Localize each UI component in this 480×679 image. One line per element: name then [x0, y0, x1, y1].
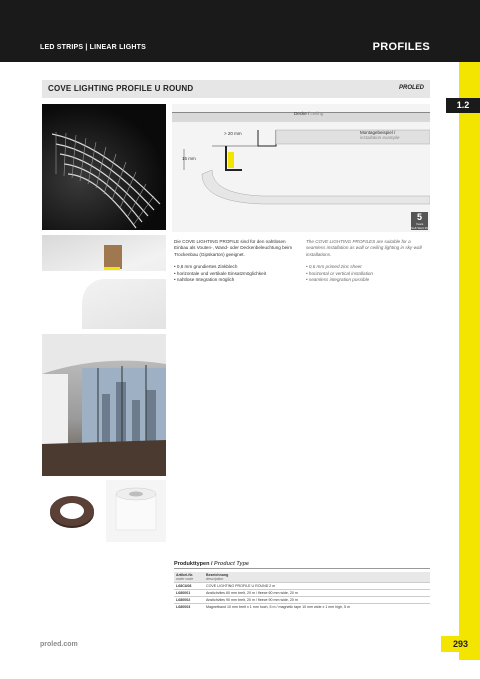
product-photo-fleece	[106, 480, 166, 542]
header-category: LED STRIPS | LINEAR LIGHTS	[40, 44, 146, 51]
order-code: L68CU08	[174, 583, 204, 590]
installation-example-label: Montagebeispiel / installation example	[360, 130, 400, 140]
order-code: L680001	[174, 590, 204, 597]
description-german	[174, 239, 298, 283]
table-row	[174, 603, 430, 609]
product-types-table	[174, 572, 430, 610]
brand-logo: PROLED	[398, 85, 424, 91]
column-header-description: Bezeichnung description	[204, 572, 430, 583]
feature-item: • nahtlose Integration möglich	[174, 277, 298, 283]
magnetic-tape-image	[42, 480, 102, 542]
dimension-height: 15 mm	[182, 156, 196, 161]
cross-section-drawing	[172, 104, 430, 232]
product-photo-magnetic-tape	[42, 480, 102, 542]
feature-item: • 0,6 mm primed zinc sheet	[306, 264, 430, 270]
interior-room-image	[42, 334, 166, 476]
order-code: L680002	[174, 597, 204, 604]
product-title-bar	[42, 80, 430, 98]
fleece-roll-image	[106, 480, 166, 542]
ceiling-label: Decke / ceiling	[294, 111, 324, 116]
order-code: L680003	[174, 603, 204, 609]
page-number: 293	[441, 636, 480, 652]
order-description: COVE LIGHTING PROFILE U ROUND 2 m	[204, 583, 430, 590]
warranty-label: Soft Start 15	[411, 226, 428, 230]
table-row	[174, 583, 430, 590]
feature-item: • horizontal or vertical installation	[306, 271, 430, 277]
description-english	[306, 239, 430, 283]
description-text-de: Die COVE LIGHTING PROFILE sind für den nahtlosen Einbau als Vouten-, Wand- oder Deckenbeleuchtung beim Trockenbau (Gipskarton) geeignet.	[174, 239, 293, 257]
description-text-en: The COVE LIGHTING PROFILES are suitable for a seamless installation as wall or ceiling lighting in sky-wall installations.	[306, 239, 422, 257]
features-list-de	[174, 264, 298, 283]
product-photo-curved-ceiling	[42, 104, 166, 230]
table-row	[174, 590, 430, 597]
warranty-unit: Years	[415, 222, 424, 226]
product-photo-interior	[42, 334, 166, 476]
order-description: Anstichvlies 90 mm breit, 20 m / fleece 90 mm wide, 20 m	[204, 597, 430, 604]
feature-item: • 0,6 mm grundiertes Zinkblech	[174, 264, 298, 270]
product-title: COVE LIGHTING PROFILE U ROUND	[48, 84, 194, 93]
order-description: Magnetband 10 mm breit x 1 mm hoch, 5 m / magnetic tape 10 mm wide x 1 mm high, 5 m	[204, 603, 430, 609]
dimension-width: > 20 mm	[224, 131, 242, 136]
order-description: Anstichvlies 60 mm breit, 20 m / fleece 60 mm wide, 20 m	[204, 590, 430, 597]
divider	[174, 568, 430, 569]
header-section: PROFILES	[372, 41, 430, 53]
product-photo-cove-section	[42, 235, 166, 329]
warranty-years: 5	[416, 212, 422, 222]
feature-item: • seamless integration possible	[306, 277, 430, 283]
table-header-row	[174, 572, 430, 583]
cove-section-image	[42, 235, 166, 329]
page-header	[0, 0, 480, 62]
warranty-badge	[411, 212, 428, 230]
product-types-heading: Produkttypen / Product Type	[174, 561, 249, 567]
column-header-code: Artikel-Nr. order code	[174, 572, 204, 583]
footer-website-link[interactable]: proled.com	[40, 641, 78, 648]
table-row	[174, 597, 430, 604]
features-list-en	[306, 264, 430, 283]
feature-item: • horizontale und vertikale Einsatzmöglichkeit	[174, 271, 298, 277]
side-color-bar	[459, 62, 480, 660]
curved-fins-image	[42, 104, 166, 230]
installation-diagram	[172, 104, 430, 232]
chapter-tab: 1.2	[446, 98, 480, 113]
